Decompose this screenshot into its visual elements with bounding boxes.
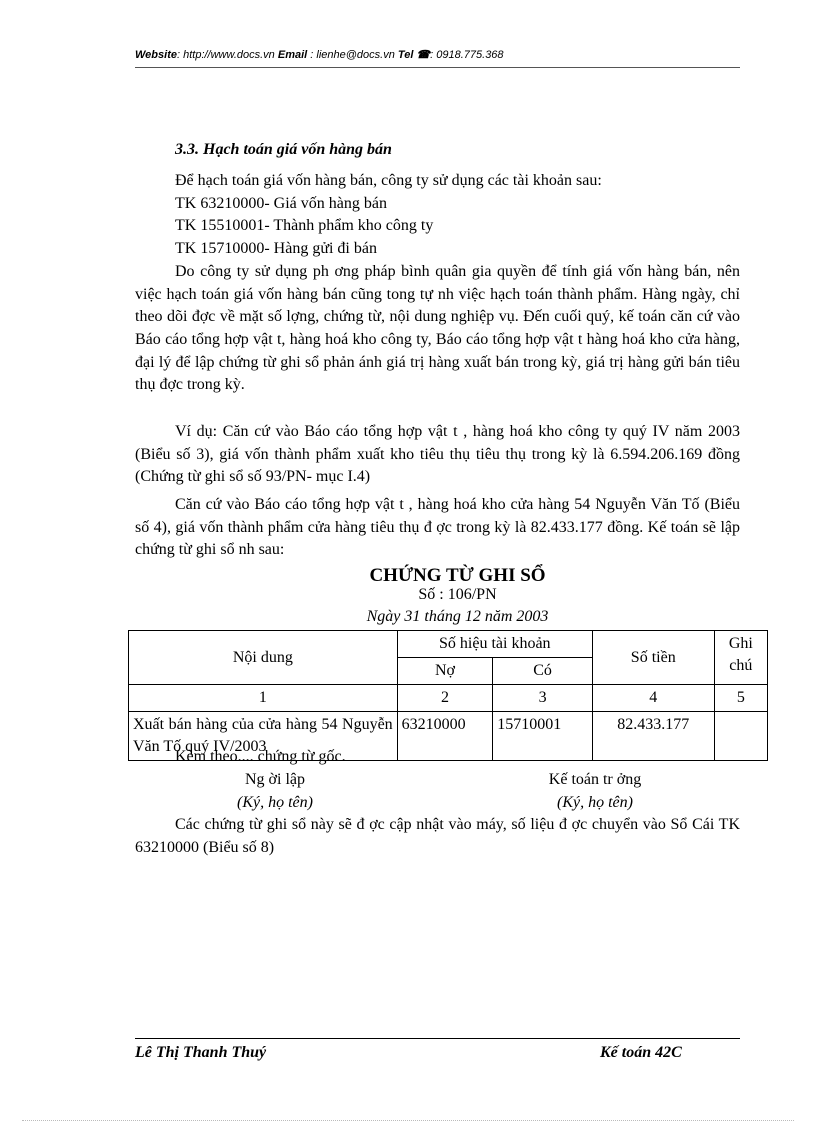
page-header bbox=[135, 48, 504, 61]
row-content: Xuất bán hàng của cửa hàng 54 Nguyễn Văn Tố quý IV/2003 bbox=[129, 712, 398, 761]
col-note-header: Ghi chú bbox=[714, 631, 767, 685]
col-content-header: Nội dung bbox=[129, 631, 398, 685]
email-label: Email bbox=[277, 49, 308, 61]
footer-author: Lê Thị Thanh Thuý bbox=[135, 1044, 267, 1061]
body-block-1 bbox=[135, 170, 740, 397]
page-edge bbox=[22, 1120, 794, 1121]
voucher-title: CHỨNG TỪ GHI SỔ bbox=[369, 565, 546, 586]
signer-left-sub: (Ký, họ tên) bbox=[237, 793, 313, 811]
tel-label: Tel ☎ bbox=[397, 49, 431, 61]
index-cell: 2 bbox=[397, 685, 493, 712]
voucher-date: Ngày 31 tháng 12 năm 2003 bbox=[366, 608, 549, 625]
paragraph-4-block bbox=[135, 814, 740, 859]
col-account-header: Số hiệu tài khoản bbox=[397, 631, 592, 658]
index-cell: 4 bbox=[592, 685, 714, 712]
index-cell: 3 bbox=[493, 685, 593, 712]
index-cell: 1 bbox=[129, 685, 398, 712]
paragraph-3: Căn cứ vào Báo cáo tổng hợp vật t , hàng hoá kho cửa hàng 54 Nguyễn Văn Tố (Biểu số 4), giá vốn thành phẩm cửa hàng tiêu thụ đ ợc trong kỳ là 82.433.177 đồng. Kế toán sẽ lập chứng từ ghi sổ nh sau: bbox=[135, 496, 740, 559]
website-label: Website bbox=[135, 49, 177, 61]
footer-divider bbox=[135, 1038, 740, 1039]
website-url: : http://www.docs.vn bbox=[176, 49, 278, 61]
signer-left-title: Ng ời lập bbox=[244, 771, 305, 788]
attachment-note: Kèm theo.... chứng từ gốc. bbox=[175, 748, 346, 765]
signer-right-sub: (Ký, họ tên) bbox=[557, 793, 633, 811]
voucher-number: Số : 106/PN bbox=[418, 586, 497, 603]
attach-block bbox=[135, 746, 740, 769]
signature-left bbox=[200, 769, 350, 814]
section-title: 3.3. Hạch toán giá vốn hàng bán bbox=[175, 141, 392, 158]
paragraph-2: Ví dụ: Căn cứ vào Báo cáo tổng hợp vật t , hàng hoá kho công ty quý IV năm 2003 (Biểu số 3), giá vốn thành phẩm xuất kho tiêu thụ tiêu thụ trong kỳ là 6.594.206.169 đồng (Chứng từ ghi sổ số 93/PN- mục I.4) bbox=[135, 423, 740, 486]
account-item: TK 15710000- Hàng gửi đi bán bbox=[175, 240, 377, 258]
paragraph-3-block bbox=[135, 494, 740, 562]
email-address: : lienhe@docs.vn bbox=[307, 49, 398, 61]
voucher-table bbox=[128, 630, 768, 761]
signer-right-title: Kế toán tr ởng bbox=[548, 771, 642, 788]
paragraph-1: Do công ty sử dụng ph ơng pháp bình quân gia quyền để tính giá vốn hàng bán, nên việc hạch toán giá vốn hàng bán cũng tong tự nh việc hạch toán thành phẩm. Hàng ngày, chỉ theo dõi đợc về mặt số lợng, chứng từ, nội dung nghiệp vụ. Đến cuối quý, kế toán căn cứ vào Báo cáo tổng hợp vật t, hàng hoá kho công ty, Báo cáo tổng hợp vật t hàng hoá kho cửa hàng, đại lý để lập chứng từ ghi sổ phản ánh giá trị hàng xuất bán trong kỳ, giá trị hàng gửi bán tiêu thụ đợc trong kỳ. bbox=[135, 262, 740, 394]
col-amount-header: Số tiền bbox=[592, 631, 714, 685]
tel-number: : 0918.775.368 bbox=[430, 49, 504, 61]
row-amount: 82.433.177 bbox=[592, 712, 714, 761]
col-debit-header: Nợ bbox=[397, 658, 493, 685]
paragraph-4: Các chứng từ ghi sổ này sẽ đ ợc cập nhật vào máy, số liệu đ ợc chuyển vào Sổ Cái TK 63210000 (Biểu số 8) bbox=[135, 816, 740, 856]
footer-class: Kế toán 42C bbox=[600, 1044, 682, 1061]
col-credit-header: Có bbox=[493, 658, 593, 685]
intro-text: Để hạch toán giá vốn hàng bán, công ty sử dụng các tài khoản sau: bbox=[175, 172, 602, 189]
account-item: TK 63210000- Giá vốn hàng bán bbox=[175, 194, 387, 212]
signature-right bbox=[510, 769, 680, 814]
index-cell: 5 bbox=[714, 685, 767, 712]
row-debit: 63210000 bbox=[397, 712, 493, 761]
row-credit: 15710001 bbox=[493, 712, 593, 761]
paragraph-2-block bbox=[135, 421, 740, 489]
account-item: TK 15510001- Thành phẩm kho công ty bbox=[175, 217, 434, 235]
header-divider bbox=[135, 67, 740, 68]
